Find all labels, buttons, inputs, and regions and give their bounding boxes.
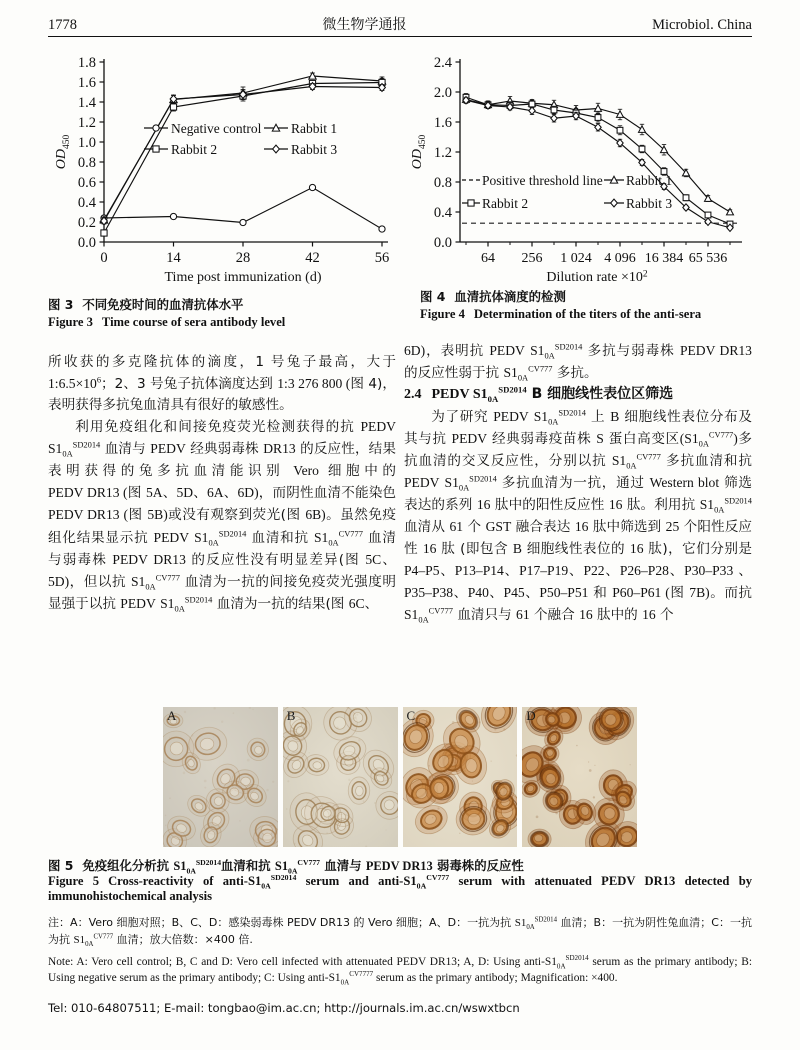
figure-4-plot: [404, 46, 752, 286]
svg-text:14: 14: [166, 250, 181, 266]
svg-text:2.4: 2.4: [433, 55, 452, 72]
svg-text:42: 42: [305, 250, 320, 266]
svg-text:Rabbit 1: Rabbit 1: [626, 172, 673, 188]
figure-3-title-cn: 不同免疫时间的血清抗体水平: [82, 297, 244, 312]
body-column-left: [48, 352, 396, 615]
svg-text:1.2: 1.2: [77, 115, 96, 132]
panel-b-micrograph: [283, 707, 398, 847]
header-rule: [48, 36, 752, 37]
svg-text:Rabbit 2: Rabbit 2: [171, 142, 218, 157]
svg-text:1 024: 1 024: [560, 251, 592, 266]
svg-text:2.0: 2.0: [433, 85, 452, 102]
svg-text:28: 28: [235, 250, 251, 266]
figure-5-panel-c: [403, 707, 518, 847]
svg-text:Positive threshold line: Positive threshold line: [482, 172, 603, 188]
panel-d-micrograph: [522, 707, 637, 847]
figure-5-title-cn: 图 5 免疫组化分析抗 $S1_{0A}^{SD2014}$血清和抗 $S1_{0A}^{CV777}$ 血清与 PEDV DR13 弱毒株的反应性: [48, 857, 524, 876]
paragraph-right-2: 为了研究 PEDV $S1_{0A}^{SD2014}$ 上 B 细胞线性表位分布及其与抗 PEDV 经典弱毒疫苗株 S 蛋白高变区$(S1_{0A}^{CV777})$多抗血清的交叉反应性，分别以抗 $S1_{0A}^{CV777}$ 多抗血清和抗 PEDV $S1_{0A}^{SD2014}$ 多抗血清为一抗，通过 Western blot 筛选表达的系列 16 肽中的阳性反应性 16 肽。利用抗 $S1_{0A}^{SD2014}$ 血清从 61 个 GST 融合表达 16 肽中筛选到 25 个阳性反应性 16 肽 (即包含 B 细胞线性表位的 16 肽)，它们分别是 P4–P5、P13–P14、P17–P19、P22、P26–P28、P30–P33 、P35–P38、P40、P45、P50–P51 和 P60–P61 (图 7B)。而抗 $S1_{0A}^{CV777}$ 血清只与 61 个融合 16 肽中的 16 个: [404, 407, 753, 626]
figure-5-note-cn: 注：A：Vero 细胞对照；B、C、D：感染弱毒株 PEDV DR13 的 Vero 细胞；A、D：一抗为抗 $S1_{0A}^{SD2014}$ 血清；B：一抗为阴性兔血清；C：一抗为抗 $S1_{0A}^{CV777}$ 血清；放大倍数：×400 倍.: [48, 916, 752, 948]
svg-text:Rabbit 3: Rabbit 3: [626, 195, 673, 211]
svg-text:1.8: 1.8: [77, 55, 96, 72]
svg-text:0.4: 0.4: [433, 205, 452, 222]
svg-text:0.6: 0.6: [77, 175, 96, 192]
figure-4-caption: [420, 288, 760, 323]
svg-text:0.8: 0.8: [77, 155, 96, 172]
svg-text:1.0: 1.0: [77, 135, 96, 152]
svg-text:Rabbit 2: Rabbit 2: [482, 195, 529, 211]
figure-4-title-en: Determination of the titers of the anti-sera: [473, 306, 702, 321]
svg-text:256: 256: [521, 251, 543, 266]
figure-5-panel-c-label: C: [406, 708, 416, 723]
paragraph-right-1: 6D)，表明抗 PEDV $S1_{0A}^{SD2014}$ 多抗与弱毒株 PEDV DR13 的反应性弱于抗 $S1_{0A}^{CV777}$ 多抗。: [404, 341, 752, 383]
figure-5-panel-b: [283, 707, 398, 847]
svg-text:64: 64: [481, 251, 495, 266]
figure-3-label-en: Figure 3: [48, 314, 93, 329]
paragraph-left-2: 利用免疫组化和间接免疫荧光检测获得的抗 PEDV $S1_{0A}^{SD2014}$ 血清与 PEDV 经典弱毒株 DR13 的反应性，结果表明获得的兔多抗血清能识别 Vero 细胞中的 PEDV DR13 (图 5A、5D、6A、6D)，而阴性血清不能染色 PEDV DR13 (图 5B)或没有观察到荧光(图 6B)。虽然免疫组化结果显示抗 PEDV $S1_{0A}^{SD2014}$ 血清和抗 $S1_{0A}^{CV777}$ 血清与弱毒株 PEDV DR13 的反应性没有明显差异(图 5C、5D)，但以抗 $S1_{0A}^{CV777}$ 血清为一抗的间接免疫荧光强度明显强于以抗 PEDV $S1_{0A}^{SD2014}$ 血清为一抗的结果(图 6C、: [48, 419, 397, 614]
figure-5-title-en: Figure 5 Cross-reactivity of anti-$S1_{0A}^{SD2014}$ serum and anti-$S1_{0A}^{CV777}$ serum with attenuated PEDV DR13 detected by immunohistochemical analysis: [48, 872, 753, 903]
svg-text:1.4: 1.4: [77, 95, 96, 112]
svg-text:1.6: 1.6: [433, 115, 452, 132]
figure-3-plot: [48, 46, 396, 286]
figure-4-label-cn: 图 4: [420, 289, 446, 304]
page-footer: Tel: 010-64807511; E-mail: tongbao@im.ac.cn; http://journals.im.ac.cn/wswxtbcn: [48, 1001, 520, 1015]
body-column-right: [404, 340, 752, 626]
figure-5-label-cn: 图 5: [48, 858, 74, 873]
running-head: [48, 14, 752, 34]
svg-text:Rabbit 3: Rabbit 3: [291, 142, 338, 157]
figure-5-panel-d: [522, 707, 637, 847]
journal-title-en: Microbiol. China: [652, 17, 752, 33]
figure-3-caption: [48, 296, 396, 331]
svg-text:0.4: 0.4: [77, 195, 96, 212]
figure-4-label-en: Figure 4: [420, 306, 465, 321]
svg-text:0.8: 0.8: [433, 175, 452, 192]
panel-c-micrograph: [403, 707, 518, 847]
svg-text:1.2: 1.2: [433, 145, 452, 162]
svg-text:0: 0: [100, 250, 108, 266]
svg-text:16 384: 16 384: [644, 251, 684, 266]
figure-3-label-cn: 图 3: [48, 297, 74, 312]
svg-text:1.6: 1.6: [77, 75, 96, 92]
svg-text:0.0: 0.0: [433, 235, 452, 252]
page-number: 1778: [48, 17, 77, 33]
svg-text:OD450: $OD_{450}$: [54, 134, 72, 170]
figure-5-panel-a: [163, 707, 278, 847]
figure-5-caption: [48, 856, 752, 904]
svg-text:4 096: 4 096: [604, 251, 636, 266]
figure-3-title-en: Time course of sera antibody level: [101, 314, 286, 329]
figure-4-svg: [404, 46, 752, 286]
svg-text:0.2: 0.2: [77, 215, 96, 232]
journal-title-cn: 微生物学通报: [322, 17, 407, 33]
figure-row: [48, 46, 752, 286]
svg-text:65 536: 65 536: [688, 251, 728, 266]
paragraph-left-1: 所收获的多克隆抗体的滴度，1 号兔子最高，大于 $1:6.5\times 10^6$；2、3 号兔子抗体滴度达到 1:3 276 800 (图 4)，表明获得多抗兔血清具有很好的敏感性。: [48, 354, 396, 414]
figure-5-panel-a-label: A: [167, 708, 177, 723]
figure-5-label-en: Figure 5: [48, 874, 100, 888]
figure-5-image-strip: [163, 707, 637, 847]
svg-text:Dilution rate ×102: Dilution rate $\times 10^2$: [546, 269, 648, 285]
svg-text:Negative control: Negative control: [171, 121, 262, 136]
figure-3-svg: [48, 46, 396, 286]
figure-4-title-cn: 血清抗体滴度的检测: [454, 289, 566, 304]
figure-5-note-en: Note: A: Vero cell control; B, C and D: Vero cell infected with attenuated PEDV DR13; A, D: Using anti-$S1_{0A}^{SD2014}$ serum as the primary antibody; B: Using negative serum as the primary antibody; C: Using anti-$S1_{0A}^{CV7777}$ serum as the primary antibody; Magnification: ×400.: [48, 954, 752, 987]
svg-text:Rabbit 1: Rabbit 1: [291, 121, 338, 136]
figure-5-panel-b-label: B: [286, 708, 296, 723]
svg-text:OD450: $OD_{450}$: [410, 134, 428, 170]
svg-text:0.0: 0.0: [77, 235, 96, 252]
panel-a-micrograph: [163, 707, 278, 847]
svg-text:56: 56: [374, 250, 390, 266]
section-number: 2.4: [404, 387, 422, 403]
svg-text:Time post immunization (d): Time post immunization (d): [164, 270, 322, 285]
section-heading-2-4: 2.4 PEDV $S1_{0A}^{SD2014}$ B 细胞线性表位区筛选: [404, 384, 674, 404]
figure-5-panel-d-label: D: [526, 708, 536, 723]
